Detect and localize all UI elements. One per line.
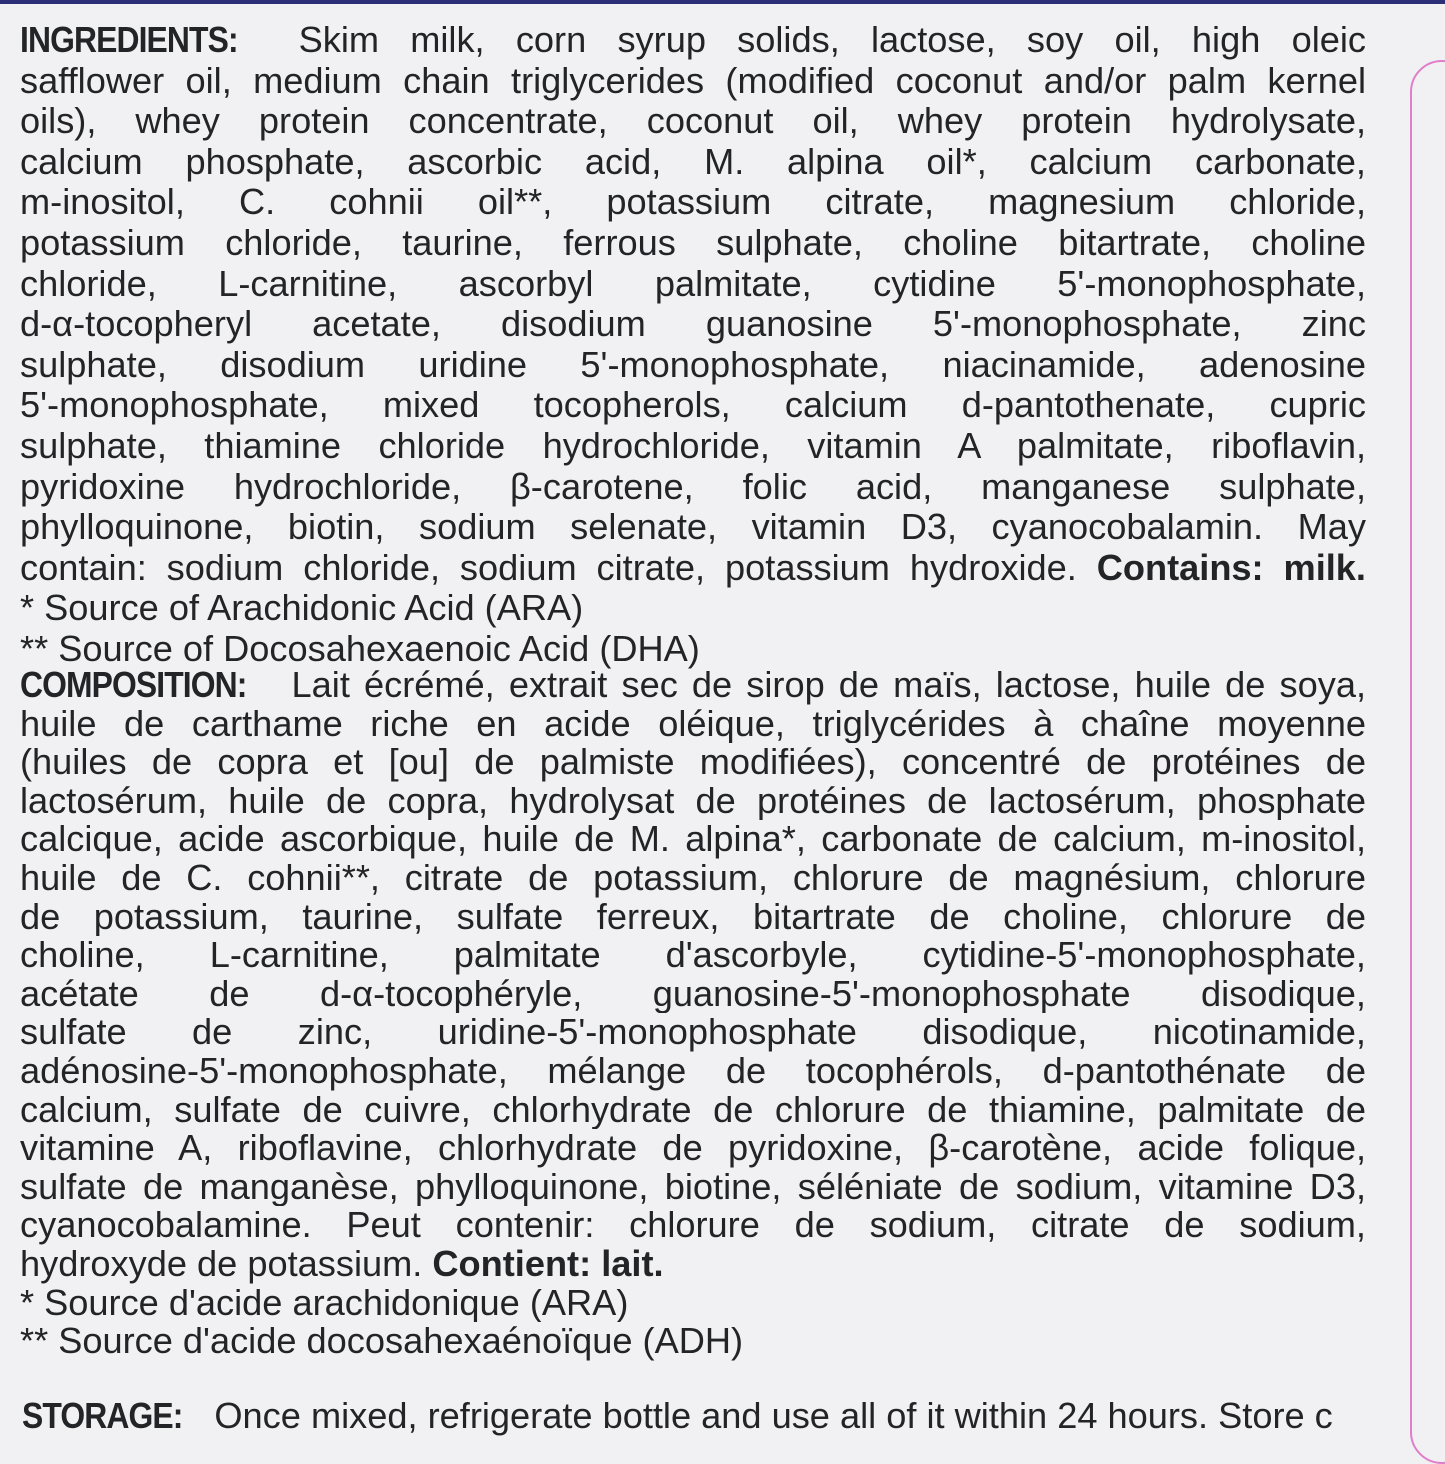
composition-line: adénosine-5'-monophosphate, mélange de tocophérols, d-pantothénate de — [20, 1051, 1366, 1091]
composition-footnote-adh: ** Source d'acide docosahexaénoïque (ADH) — [20, 1322, 744, 1361]
ingredients-contains: Contains: milk. — [1096, 547, 1366, 588]
top-border — [0, 0, 1445, 4]
composition-line: de potassium, taurine, sulfate ferreux, bitartrate de choline, chlorure de — [20, 897, 1366, 937]
composition-contains: Contient: lait. — [432, 1244, 664, 1284]
ingredients-line: pyridoxine hydrochloride, β-carotene, folic acid, manganese sulphate, — [20, 466, 1366, 507]
ingredients-line: safflower oil, medium chain triglycerides (modified coconut and/or palm kernel — [20, 60, 1366, 101]
storage-label: STORAGE: — [22, 1395, 183, 1436]
ingredients-line: contain: sodium chloride, sodium citrate, potassium hydroxide. Contains: milk. — [20, 547, 1366, 588]
composition-line: lactosérum, huile de copra, hydrolysat de protéines de lactosérum, phosphate — [20, 781, 1366, 821]
ingredients-footnote-ara: * Source of Arachidonic Acid (ARA) — [20, 588, 584, 629]
ingredients-line: chloride, L-carnitine, ascorbyl palmitate, cytidine 5'-monophosphate, — [20, 263, 1366, 304]
ingredients-line: phylloquinone, biotin, sodium selenate, vitamin D3, cyanocobalamin. May — [20, 507, 1366, 548]
ingredients-line: sulphate, thiamine chloride hydrochloride, vitamin A palmitate, riboflavin, — [20, 425, 1366, 466]
ingredients-line: 5'-monophosphate, mixed tocopherols, calcium d-pantothenate, cupric — [20, 385, 1366, 426]
ingredients-line: potassium chloride, taurine, ferrous sulphate, choline bitartrate, choline — [20, 222, 1366, 263]
composition-line: sulfate de manganèse, phylloquinone, biotine, séléniate de sodium, vitamine D3, — [20, 1167, 1366, 1207]
composition-line: (huiles de copra et [ou] de palmiste modifiées), concentré de protéines de — [20, 743, 1366, 782]
composition-line: choline, L-carnitine, palmitate d'ascorbyle, cytidine-5'-monophosphate, — [20, 936, 1366, 975]
ingredients-line: oils), whey protein concentrate, coconut oil, whey protein hydrolysate, — [20, 101, 1366, 142]
composition-line: COMPOSITION: Lait écrémé, extrait sec de sirop de maïs, lactose, huile de soya, — [20, 666, 1366, 705]
ingredients-line: sulphate, disodium uridine 5'-monophosphate, niacinamide, adenosine — [20, 344, 1366, 385]
composition-line: calcique, acide ascorbique, huile de M. alpina*, carbonate de calcium, m-inositol, — [20, 820, 1366, 859]
composition-line: calcium, sulfate de cuivre, chlorhydrate de chlorure de thiamine, palmitate de — [20, 1090, 1366, 1130]
composition-line: sulfate de zinc, uridine-5'-monophosphate disodique, nicotinamide, — [20, 1013, 1366, 1052]
composition-line: hydroxyde de potassium. Contient: lait. — [20, 1244, 664, 1284]
ingredients-line: d-α-tocopheryl acetate, disodium guanosine 5'-monophosphate, zinc — [20, 304, 1366, 345]
composition-line: vitamine A, riboflavine, chlorhydrate de pyridoxine, β-carotène, acide folique, — [20, 1129, 1366, 1168]
composition-line: acétate de d-α-tocophéryle, guanosine-5'-monophosphate disodique, — [20, 974, 1366, 1014]
ingredients-line: m-inositol, C. cohnii oil**, potassium citrate, magnesium chloride, — [20, 182, 1366, 223]
ingredients-section — [20, 20, 1366, 670]
ingredients-label: INGREDIENTS: — [20, 20, 238, 60]
storage-section — [22, 1396, 1445, 1436]
composition-line: huile de carthame riche en acide oléique, triglycérides à chaîne moyenne — [20, 704, 1366, 744]
pink-frame-decoration — [1410, 60, 1445, 1464]
composition-section — [20, 666, 1366, 1361]
ingredients-line: calcium phosphate, ascorbic acid, M. alpina oil*, calcium carbonate, — [20, 141, 1366, 182]
ingredients-footnote-dha: ** Source of Docosahexaenoic Acid (DHA) — [20, 628, 700, 669]
ingredients-line: INGREDIENTS: Skim milk, corn syrup solids, lactose, soy oil, high oleic — [20, 20, 1366, 60]
composition-label: COMPOSITION: — [20, 666, 247, 705]
composition-footnote-ara: * Source d'acide arachidonique (ARA) — [20, 1283, 629, 1323]
storage-text: Once mixed, refrigerate bottle and use all of it within 24 hours. Store c — [214, 1395, 1333, 1436]
composition-line: cyanocobalamine. Peut contenir: chlorure de sodium, citrate de sodium, — [20, 1206, 1366, 1245]
composition-line: huile de C. cohnii**, citrate de potassium, chlorure de magnésium, chlorure — [20, 858, 1366, 898]
